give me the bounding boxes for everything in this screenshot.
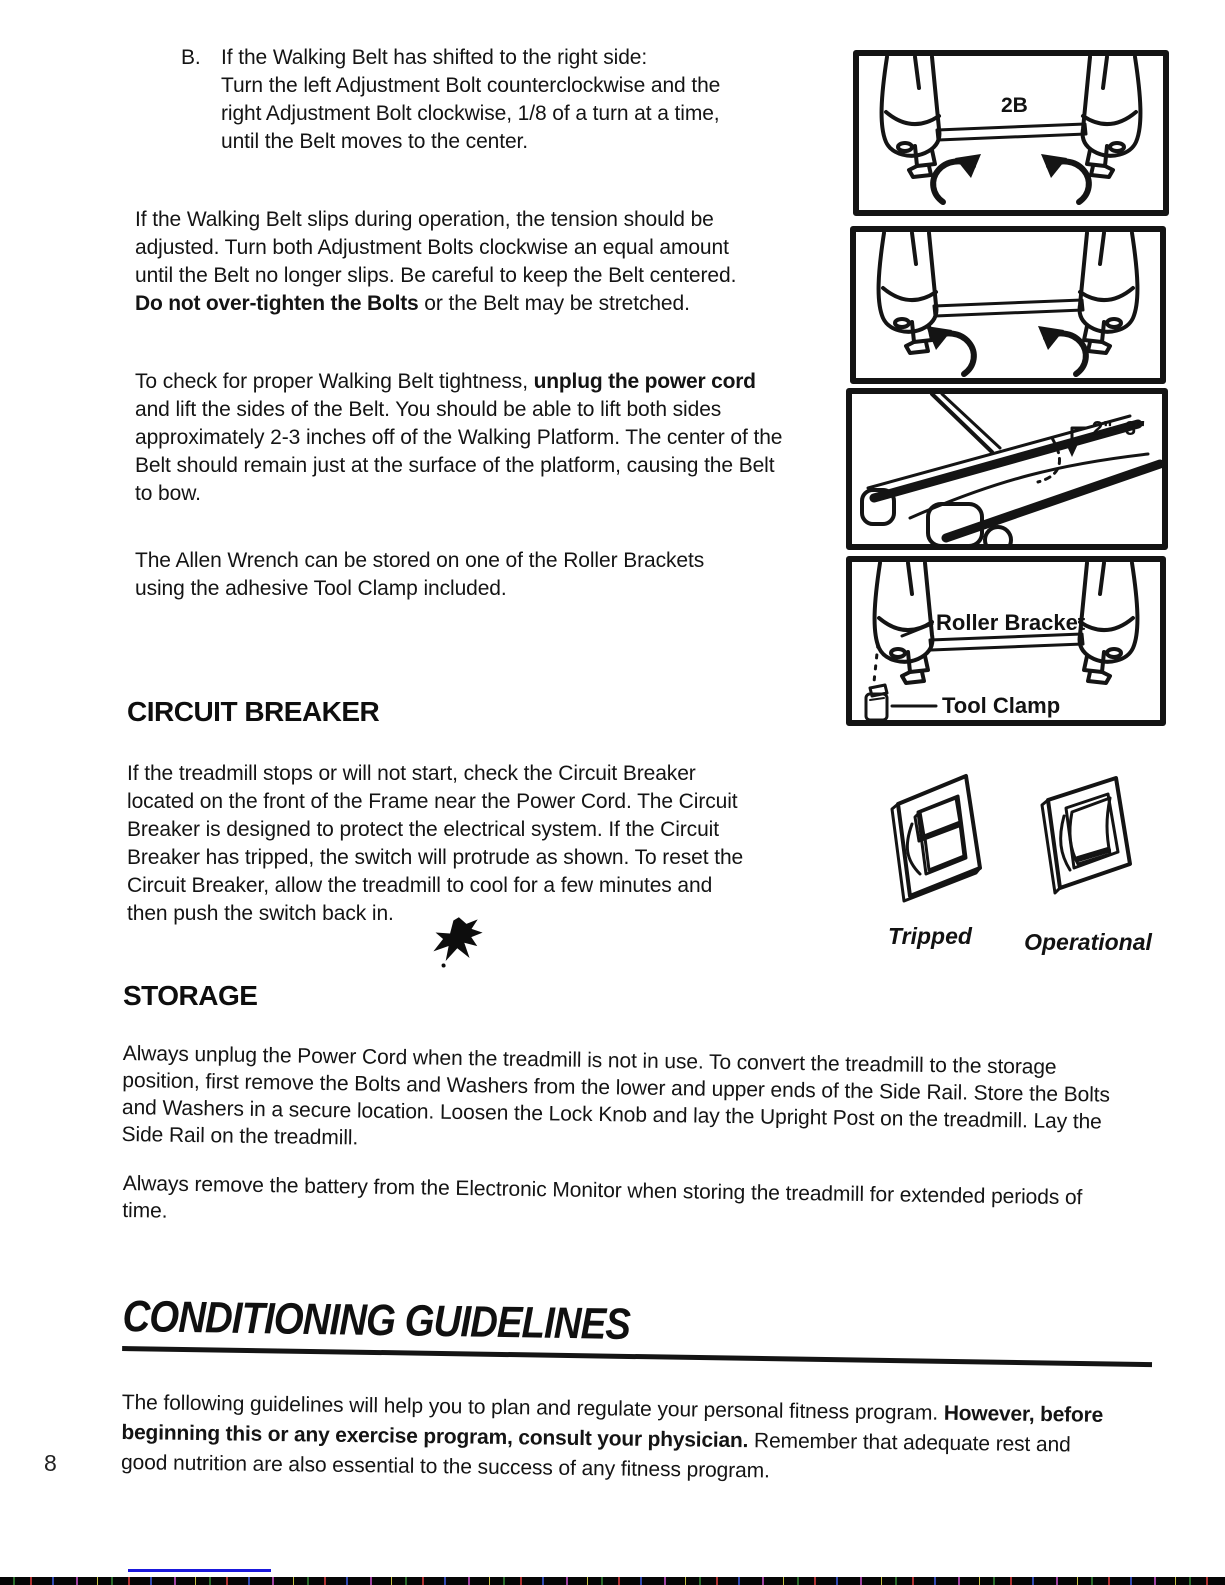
lift-distance-label: 2"- 3"	[1092, 418, 1146, 440]
storage-heading: STORAGE	[123, 980, 258, 1011]
deck-far-edge	[868, 416, 1130, 488]
figure-belt-centering-2b	[853, 50, 1169, 216]
belt-slips-text-1: If the Walking Belt slips during operation, the tension should be adjusted. Turn both Adjustment Bolts clockwise an equal amount until the Belt no longer slips. Be careful to keep the Belt centered.	[135, 208, 737, 287]
tool-clamp-detail	[870, 698, 884, 700]
figure-2b-label: 2B	[1001, 94, 1028, 117]
right-roller-endcap	[1083, 57, 1141, 177]
conditioning-paragraph	[121, 1388, 1110, 1491]
belt-slips-text-2: or the Belt may be stretched.	[418, 292, 690, 315]
rear-roller-deck-edge	[930, 634, 1083, 650]
conditioning-guidelines-section-header	[122, 1293, 1163, 1367]
belt-tightness-text-2: and lift the sides of the Belt. You should be able to lift both sides approximately 2-3 inches off of the Walking Platform. The center of the Belt should remain just at the surface of the platform, causing the Belt to bow.	[135, 398, 783, 505]
figure-belt-tension	[850, 226, 1166, 384]
belt-shift-item-text	[221, 44, 761, 156]
roller-bracket-label: Roller Bracket	[936, 610, 1086, 635]
conditioning-text-2: Remember that adequate rest and good nutrition are also essential to the success of any fitness program.	[120, 1429, 1071, 1483]
belt-slips-paragraph	[135, 206, 759, 318]
belt-tightness-text-1: To check for proper Walking Belt tightness,	[135, 370, 534, 393]
left-roller-endcap	[879, 233, 937, 353]
figure-tool-clamp-storage	[846, 556, 1166, 726]
ink-blot-artifact	[425, 911, 491, 974]
clockwise-arrow-icon	[926, 326, 974, 374]
rear-roller-deck-edge	[937, 124, 1086, 140]
belt-shift-item-marker: B.	[181, 46, 201, 69]
right-roller-bracket	[1080, 563, 1138, 683]
figure-frame	[853, 229, 1163, 381]
operational-switch-drawing	[1042, 778, 1130, 893]
conditioning-text-1: The following guidelines will help you to plan and regulate your personal fitness program.	[121, 1390, 944, 1425]
belt-shift-rest: Turn the left Adjustment Bolt counterclockwise and the right Adjustment Bolt clockwise, 1/8 of a turn at a time, until the Belt moves to the center.	[221, 74, 721, 153]
tool-clamp-label: Tool Clamp	[942, 693, 1061, 718]
figure-frame	[856, 53, 1166, 213]
counterclockwise-arrow-icon	[933, 154, 981, 202]
clockwise-arrow-icon	[1038, 326, 1086, 374]
scan-noise-strip	[0, 1577, 1225, 1585]
figure-belt-lift-check	[846, 388, 1168, 550]
left-roller-endcap	[882, 57, 940, 177]
conditioning-guidelines-heading: CONDITIONING GUIDELINES	[122, 1292, 631, 1349]
belt-tightness-paragraph	[135, 368, 791, 508]
upright-post	[942, 394, 1000, 448]
right-roller-endcap	[1080, 233, 1138, 353]
rear-roller-deck-edge	[934, 300, 1083, 316]
conditioning-bold-warning: However, before beginning this or any exercise program, consult your physician.	[121, 1401, 1104, 1453]
page-number: 8	[44, 1450, 57, 1476]
circuit-breaker-paragraph: If the treadmill stops or will not start, check the Circuit Breaker located on the front of the Frame near the Power Cord. The Circuit Breaker is designed to protect the electrical system. If the Circuit Breaker has tripped, the switch will protrude as shown. To reset the Circuit Breaker, allow the treadmill to cool for a few minutes and then push the switch back in.	[127, 762, 744, 925]
figure-frame	[849, 391, 1165, 547]
clockwise-arrow-icon	[1041, 154, 1089, 202]
belt-shift-item	[181, 44, 761, 156]
belt-slips-bold-warning: Do not over-tighten the Bolts	[135, 292, 419, 315]
dotted-alignment-line	[874, 644, 878, 682]
belt-tightness-bold-warning: unplug the power cord	[533, 370, 756, 393]
figure-circuit-breaker-switches	[868, 762, 1160, 962]
upright-post	[932, 394, 992, 452]
belt-shift-line1: If the Walking Belt has shifted to the right side:	[221, 46, 648, 69]
circuit-breaker-heading: CIRCUIT BREAKER	[127, 696, 380, 727]
down-arrow-icon	[1066, 444, 1078, 457]
allen-wrench-paragraph: The Allen Wrench can be stored on one of the Roller Brackets using the adhesive Tool Clamp included.	[135, 549, 705, 600]
near-side-rail	[946, 464, 1160, 538]
footer-blue-line	[128, 1569, 271, 1572]
operational-caption: Operational	[1024, 929, 1152, 955]
tripped-caption: Tripped	[888, 923, 972, 949]
left-roller-bracket	[875, 563, 933, 683]
storage-paragraph-2: Always remove the battery from the Electronic Monitor when storing the treadmill for extended periods of time.	[122, 1171, 1083, 1223]
tripped-switch-drawing	[892, 776, 980, 901]
storage-paragraph-1: Always unplug the Power Cord when the treadmill is not in use. To convert the treadmill to the storage position, first remove the Bolts and Washers from the lower and upper ends of the Side Rail. Store the Bolts and Washers in a secure location. Loosen the Lock Knob and lay the Upright Post on the treadmill. Lay the Side Rail on the treadmill.	[121, 1041, 1111, 1150]
